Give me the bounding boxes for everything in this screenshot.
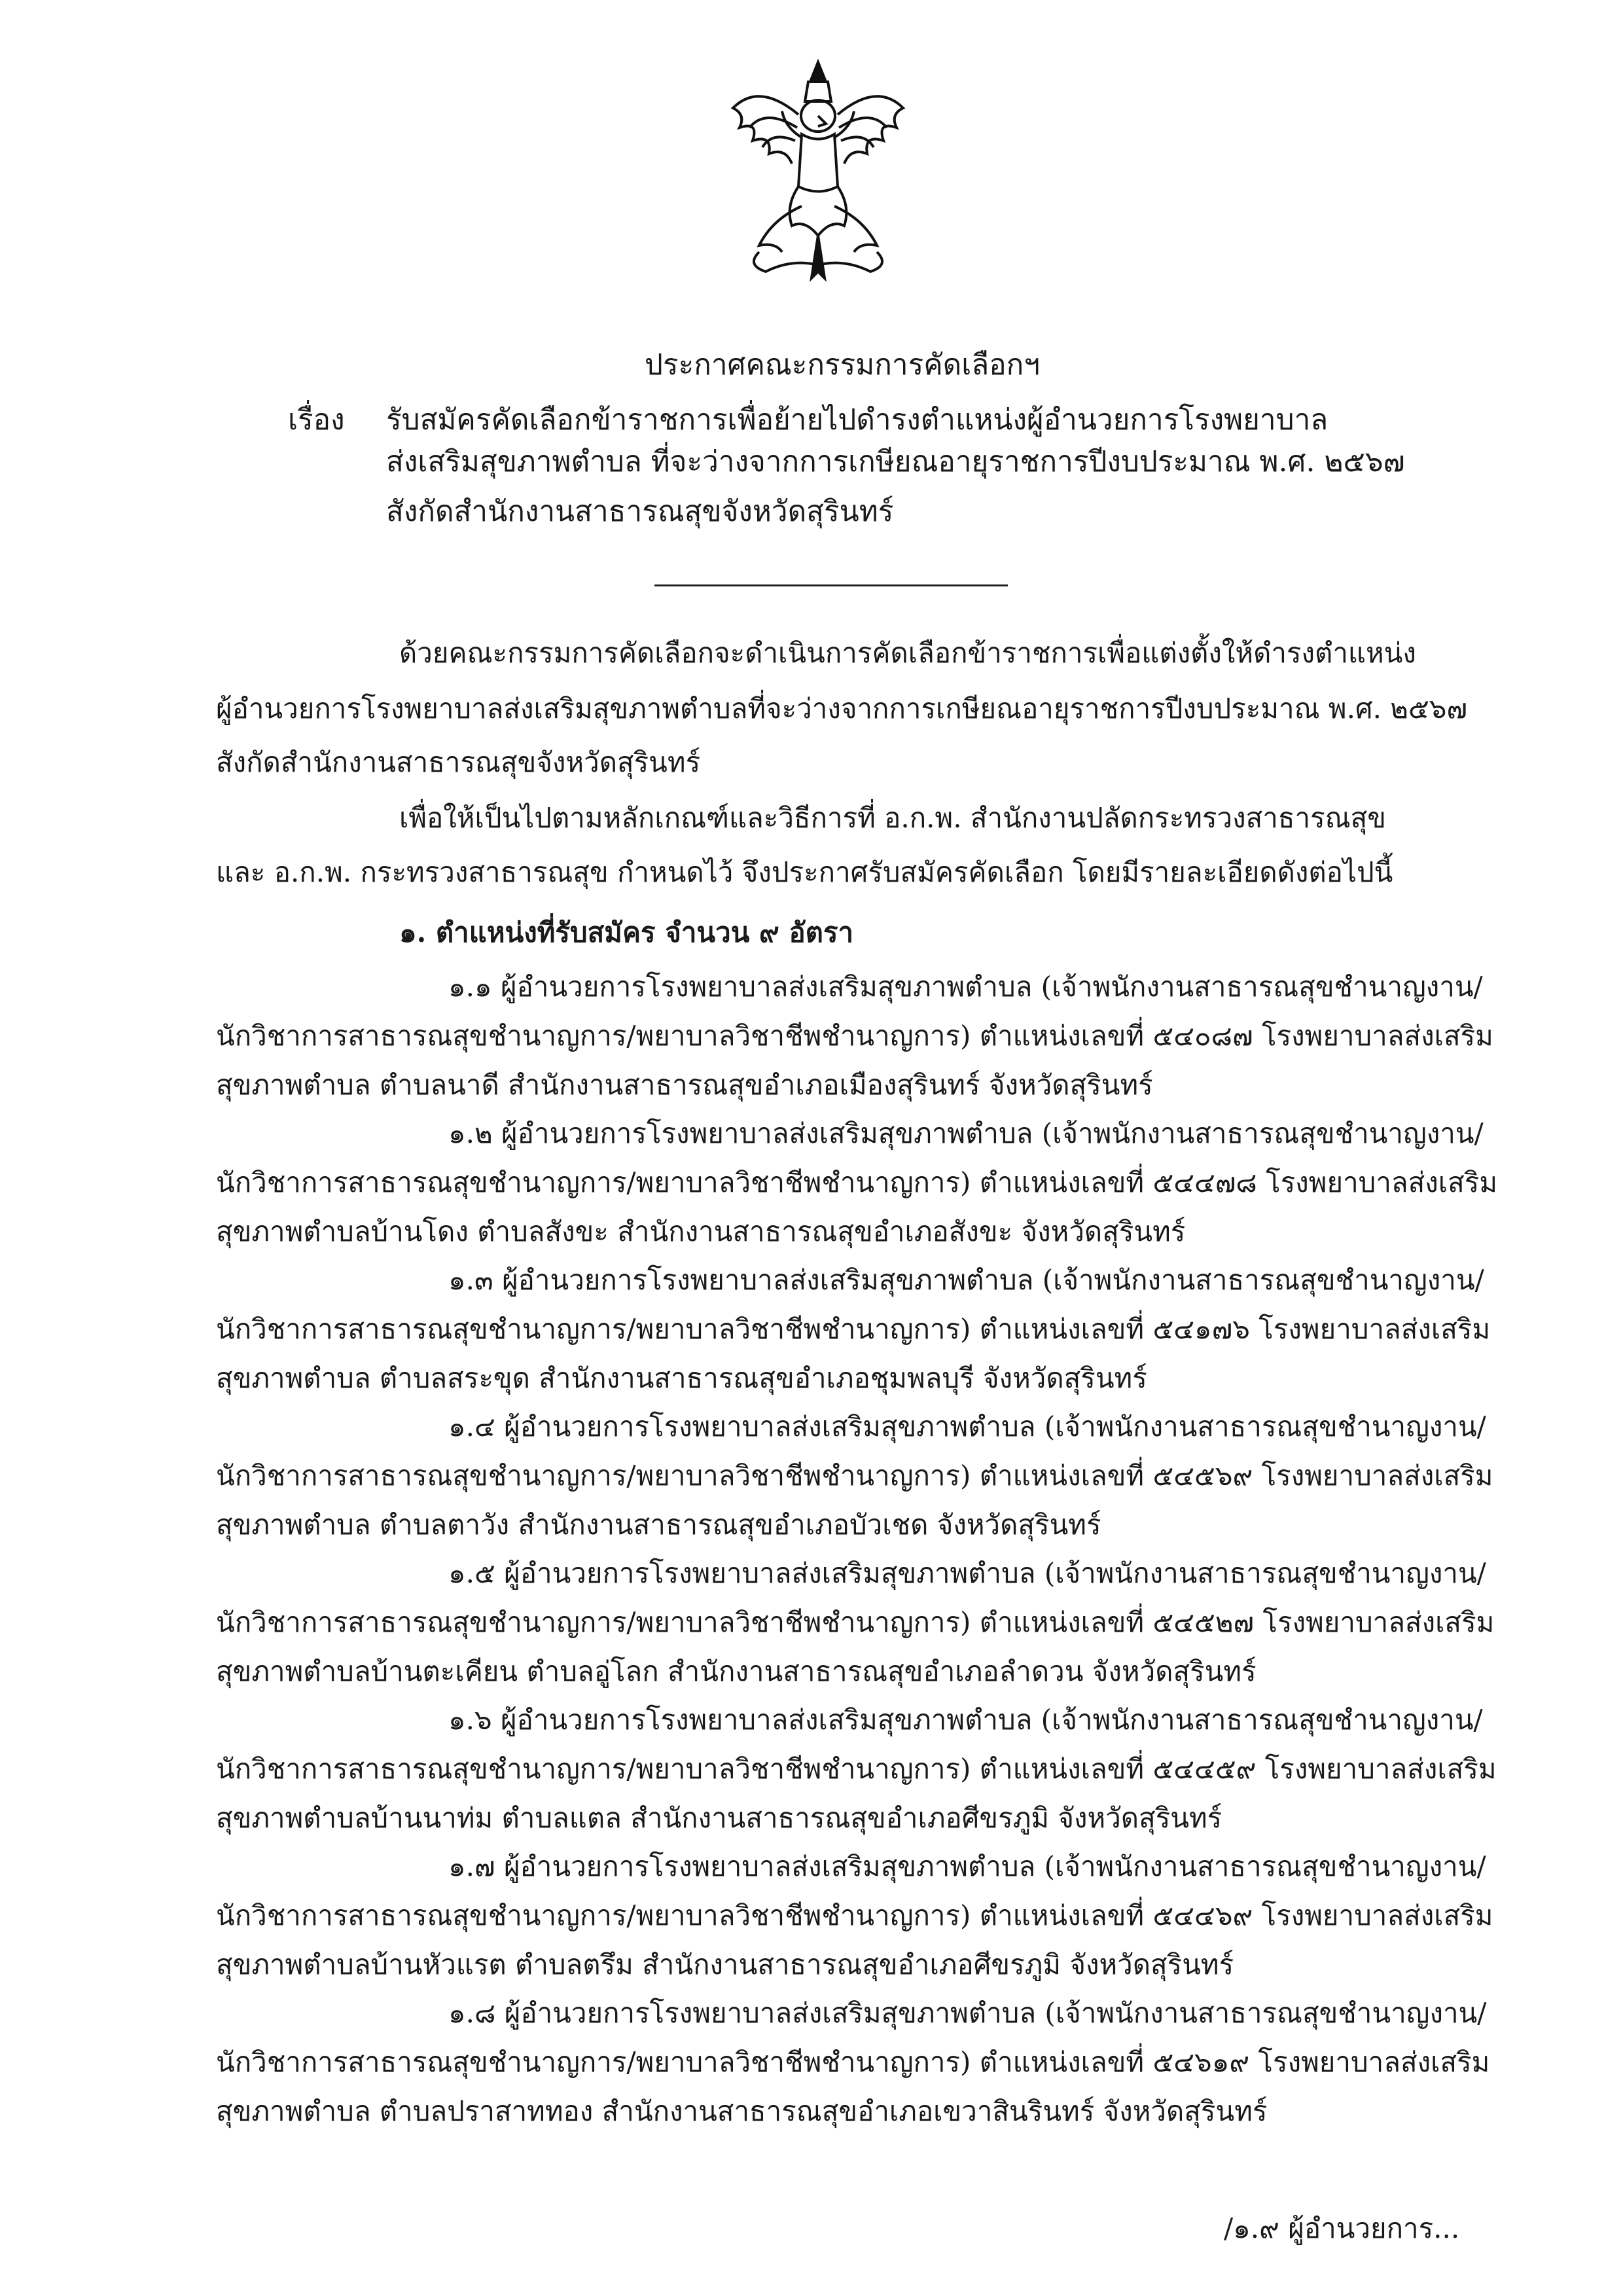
item-line1: ๑.๗ ผู้อำนวยการโรงพยาบาลส่งเสริมสุขภาพตำบล (เจ้าพนักงานสาธารณสุขชำนาญงาน/ (448, 1850, 1486, 1882)
subject-text-line1: รับสมัครคัดเลือกข้าราชการเพื่อย้ายไปดำรงตำแหน่งผู้อำนวยการโรงพยาบาล (386, 403, 1329, 437)
item-line3: สุขภาพตำบลบ้านนาท่ม ตำบลแตล สำนักงานสาธารณสุขอำเภอศีขรภูมิ จังหวัดสุรินทร์ (216, 1802, 1222, 1834)
item-line3: สุขภาพตำบล ตำบลปราสาททอง สำนักงานสาธารณสุขอำเภอเขวาสินรินทร์ จังหวัดสุรินทร์ (216, 2095, 1268, 2127)
item-line1: ๑.๒ ผู้อำนวยการโรงพยาบาลส่งเสริมสุขภาพตำบล (เจ้าพนักงานสาธารณสุขชำนาญงาน/ (448, 1117, 1484, 1149)
intro-p1-line3: สังกัดสำนักงานสาธารณสุขจังหวัดสุรินทร์ (216, 746, 701, 778)
intro-p2-line1: เพื่อให้เป็นไปตามหลักเกณฑ์และวิธีการที่ อ.ก.พ. สำนักงานปลัดกระทรวงสาธารณสุข (399, 802, 1386, 834)
intro-p1-line2: ผู้อำนวยการโรงพยาบาลส่งเสริมสุขภาพตำบลที่จะว่างจากการเกษียณอายุราชการปีงบประมาณ พ.ศ. ๒๕๖๗ (216, 692, 1468, 725)
item-line3: สุขภาพตำบล ตำบลสระขุด สำนักงานสาธารณสุขอำเภอชุมพลบุรี จังหวัดสุรินทร์ (216, 1362, 1147, 1394)
item-line1: ๑.๕ ผู้อำนวยการโรงพยาบาลส่งเสริมสุขภาพตำบล (เจ้าพนักงานสาธารณสุขชำนาญงาน/ (448, 1557, 1486, 1589)
item-line3: สุขภาพตำบลบ้านโดง ตำบลสังขะ สำนักงานสาธารณสุขอำเภอสังขะ จังหวัดสุรินทร์ (216, 1215, 1186, 1247)
item-line2: นักวิชาการสาธารณสุขชำนาญการ/พยาบาลวิชาชีพชำนาญการ) ตำแหน่งเลขที่ ๕๔๕๖๙ โรงพยาบาลส่งเสริม (216, 1460, 1493, 1492)
list-item (0, 1261, 1623, 1398)
item-line2: นักวิชาการสาธารณสุขชำนาญการ/พยาบาลวิชาชีพชำนาญการ) ตำแหน่งเลขที่ ๕๔๐๘๗ โรงพยาบาลส่งเสริม (216, 1020, 1493, 1052)
item-line2: นักวิชาการสาธารณสุขชำนาญการ/พยาบาลวิชาชีพชำนาญการ) ตำแหน่งเลขที่ ๕๔๖๑๙ โรงพยาบาลส่งเสริม (216, 2046, 1490, 2078)
announcement-title: ประกาศคณะกรรมการคัดเลือกฯ (645, 348, 1041, 382)
item-line1: ๑.๓ ผู้อำนวยการโรงพยาบาลส่งเสริมสุขภาพตำบล (เจ้าพนักงานสาธารณสุขชำนาญงาน/ (448, 1264, 1484, 1296)
list-item (0, 1847, 1623, 1984)
item-line1: ๑.๔ ผู้อำนวยการโรงพยาบาลส่งเสริมสุขภาพตำบล (เจ้าพนักงานสาธารณสุขชำนาญงาน/ (448, 1410, 1486, 1443)
page-continuation: /๑.๙ ผู้อำนวยการ... (1224, 2212, 1460, 2244)
item-line2: นักวิชาการสาธารณสุขชำนาญการ/พยาบาลวิชาชีพชำนาญการ) ตำแหน่งเลขที่ ๕๔๔๗๘ โรงพยาบาลส่งเสริม (216, 1166, 1498, 1198)
item-line2: นักวิชาการสาธารณสุขชำนาญการ/พยาบาลวิชาชีพชำนาญการ) ตำแหน่งเลขที่ ๕๔๑๗๖ โรงพยาบาลส่งเสริม (216, 1313, 1491, 1345)
item-line3: สุขภาพตำบล ตำบลนาดี สำนักงานสาธารณสุขอำเภอเมืองสุรินทร์ จังหวัดสุรินทร์ (216, 1069, 1153, 1101)
list-item (0, 967, 1623, 1105)
subject-text-line3: สังกัดสำนักงานสาธารณสุขจังหวัดสุรินทร์ (386, 495, 894, 528)
item-line3: สุขภาพตำบลบ้านหัวแรต ตำบลตรึม สำนักงานสาธารณสุขอำเภอศีขรภูมิ จังหวัดสุรินทร์ (216, 1948, 1234, 1981)
list-item (0, 1700, 1623, 1838)
intro-p1-line1: ด้วยคณะกรรมการคัดเลือกจะดำเนินการคัดเลือกข้าราชการเพื่อแต่งตั้งให้ดำรงตำแหน่ง (399, 637, 1416, 669)
garuda-emblem-icon (720, 56, 916, 285)
list-item (0, 1994, 1623, 2131)
section-heading: ๑. ตำแหน่งที่รับสมัคร จำนวน ๙ อัตรา (399, 916, 854, 948)
item-line2: นักวิชาการสาธารณสุขชำนาญการ/พยาบาลวิชาชีพชำนาญการ) ตำแหน่งเลขที่ ๕๔๔๕๙ โรงพยาบาลส่งเสริม (216, 1753, 1497, 1785)
subject-label: เรื่อง (288, 403, 345, 437)
intro-p2-line2: และ อ.ก.พ. กระทรวงสาธารณสุข กำหนดไว้ จึงประกาศรับสมัครคัดเลือก โดยมีรายละเอียดดังต่อไปนี้ (216, 856, 1393, 888)
header-divider (654, 584, 1008, 586)
subject-line (288, 401, 1328, 440)
item-line3: สุขภาพตำบลบ้านตะเคียน ตำบลอู่โลก สำนักงานสาธารณสุขอำเภอลำดวน จังหวัดสุรินทร์ (216, 1655, 1257, 1687)
subject-text-line2: ส่งเสริมสุขภาพตำบล ที่จะว่างจากการเกษียณอายุราชการปีงบประมาณ พ.ศ. ๒๕๖๗ (386, 445, 1405, 478)
item-line3: สุขภาพตำบล ตำบลตาวัง สำนักงานสาธารณสุขอำเภอบัวเชด จังหวัดสุรินทร์ (216, 1509, 1101, 1541)
list-item (0, 1407, 1623, 1545)
item-line1: ๑.๘ ผู้อำนวยการโรงพยาบาลส่งเสริมสุขภาพตำบล (เจ้าพนักงานสาธารณสุขชำนาญงาน/ (448, 1997, 1487, 2029)
item-line2: นักวิชาการสาธารณสุขชำนาญการ/พยาบาลวิชาชีพชำนาญการ) ตำแหน่งเลขที่ ๕๔๕๒๗ โรงพยาบาลส่งเสริม (216, 1606, 1495, 1638)
list-item (0, 1554, 1623, 1691)
list-item (0, 1114, 1623, 1251)
item-line1: ๑.๖ ผู้อำนวยการโรงพยาบาลส่งเสริมสุขภาพตำบล (เจ้าพนักงานสาธารณสุขชำนาญงาน/ (448, 1704, 1483, 1736)
item-line1: ๑.๑ ผู้อำนวยการโรงพยาบาลส่งเสริมสุขภาพตำบล (เจ้าพนักงานสาธารณสุขชำนาญงาน/ (448, 971, 1483, 1003)
item-line2: นักวิชาการสาธารณสุขชำนาญการ/พยาบาลวิชาชีพชำนาญการ) ตำแหน่งเลขที่ ๕๔๔๖๙ โรงพยาบาลส่งเสริม (216, 1899, 1493, 1931)
